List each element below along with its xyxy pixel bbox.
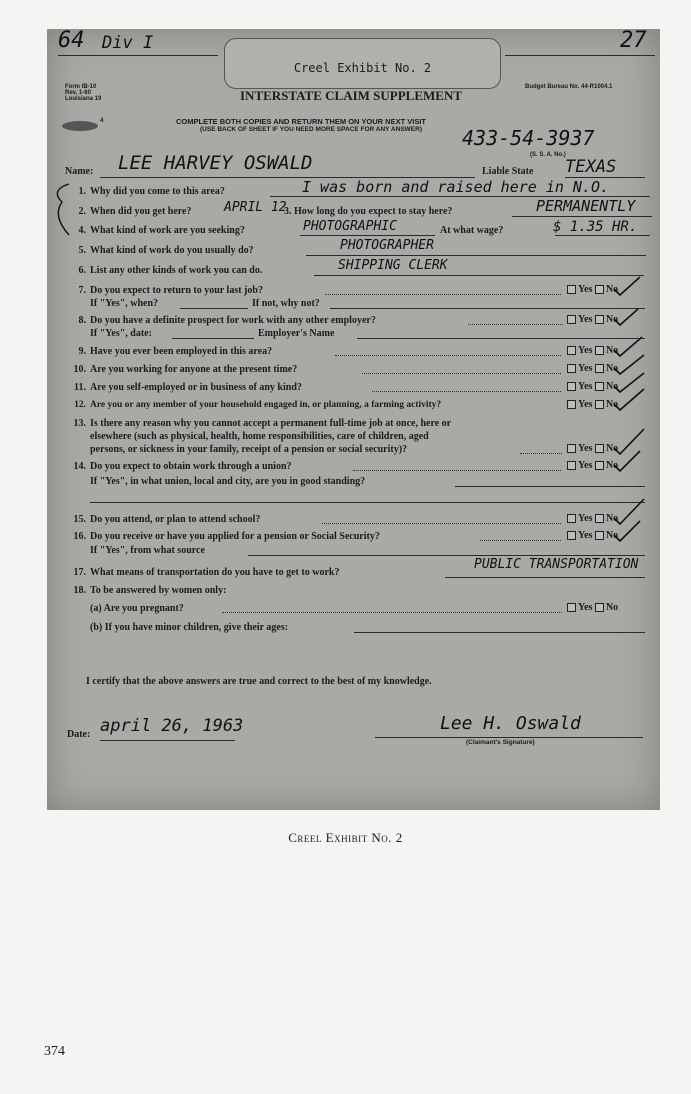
header-rule-left (58, 55, 218, 56)
q7-why-underline (330, 308, 645, 309)
question-10: 10. Are you working for anyone at the present time? (73, 364, 298, 375)
answer-17: PUBLIC TRANSPORTATION (474, 557, 639, 572)
answer-17-underline (445, 577, 645, 578)
margin-bracket-mark (44, 180, 74, 240)
question-17: 17. What means of transportation do you have to get to work? (73, 567, 340, 578)
question-6: 6. List any other kinds of work you can do. (78, 265, 263, 276)
liable-state-value: TEXAS (565, 157, 617, 177)
checkbox-13[interactable]: Yes No (567, 443, 618, 454)
check-mark-16 (614, 521, 640, 541)
q16-source-underline (248, 555, 645, 556)
certification-text: I certify that the above answers are true and correct to the best of my knowledge. (86, 676, 432, 687)
question-4: 4. What kind of work are you seeking? (78, 225, 245, 236)
checkbox-18a[interactable]: Yes No (567, 602, 618, 613)
question-5: 5. What kind of work do you usually do? (78, 245, 254, 256)
instructions-line-2: (USE BACK OF SHEET IF YOU NEED MORE SPACE FOR ANY ANSWER) (200, 126, 422, 133)
form-id: Form IB-10 (65, 84, 97, 90)
liable-state-label: Liable State (482, 166, 534, 177)
instructions-line-1: COMPLETE BOTH COPIES AND RETURN THEM ON YOUR NEXT VISIT (176, 117, 427, 126)
name-label: Name: (65, 166, 94, 177)
question-16-source: If "Yes", from what source (90, 545, 205, 556)
leader-dots-8 (468, 324, 563, 325)
leader-dots-14 (353, 470, 561, 471)
answer-6-underline (314, 275, 644, 276)
checkbox-10[interactable]: Yes No (567, 363, 618, 374)
answer-5: PHOTOGRAPHER (340, 238, 434, 253)
check-mark-14 (614, 451, 640, 471)
question-9: 9. Have you ever been employed in this area? (78, 346, 273, 357)
q14-extra-line (90, 502, 645, 503)
oval-stamp (62, 121, 98, 131)
leader-dots-16 (480, 540, 561, 541)
signature-line (375, 737, 643, 738)
date-label: Date: (67, 729, 91, 740)
check-mark-15 (614, 499, 644, 524)
check-mark-11 (614, 373, 644, 392)
handwritten-division: Div I (102, 33, 154, 53)
q7-when-underline (180, 308, 248, 309)
question-8-date: If "Yes", date: (90, 328, 152, 339)
check-mark-9 (614, 337, 642, 356)
check-mark-7 (614, 277, 640, 295)
question-13: 13. Is there any reason why you cannot accept a permanent full-time job at once, here or (73, 418, 452, 429)
checkbox-8[interactable]: Yes No (567, 314, 618, 325)
checkbox-15[interactable]: Yes No (567, 513, 618, 524)
stamp-number: 4 (100, 118, 104, 124)
question-7-why-not: If not, why not? (252, 298, 320, 309)
wage-underline (555, 235, 650, 236)
question-7-when: If "Yes", when? (90, 298, 159, 309)
form-title: INTERSTATE CLAIM SUPPLEMENT (240, 88, 462, 103)
leader-dots-7 (325, 294, 561, 295)
question-2: 2. When did you get here? (78, 206, 192, 217)
leader-dots-9 (335, 355, 561, 356)
question-15: 15. Do you attend, or plan to attend school? (73, 514, 261, 525)
handwritten-page-number: 64 (58, 28, 85, 53)
checkbox-16[interactable]: Yes No (567, 530, 618, 541)
checkbox-7[interactable]: Yes No (567, 284, 618, 295)
check-mark-8 (614, 309, 638, 325)
answer-3-underline (512, 216, 652, 217)
date-value: april 26, 1963 (100, 716, 244, 736)
ssa-number: 433-54-3937 (462, 126, 595, 150)
question-14: 14. Do you expect to obtain work through a union? (73, 461, 292, 472)
wage-value: $ 1.35 HR. (553, 219, 638, 235)
question-18: 18. To be answered by women only: (73, 585, 227, 596)
checkbox-9[interactable]: Yes No (567, 345, 618, 356)
signature-label: (Claimant's Signature) (466, 739, 535, 746)
header-rule-right (505, 55, 655, 56)
answer-2: APRIL 12 (224, 200, 287, 215)
answer-3: PERMANENTLY (536, 197, 636, 215)
budget-bureau-number: Budget Bureau No. 44-R1004.1 (525, 84, 613, 90)
question-18b: (b) If you have minor children, give their ages: (90, 622, 289, 633)
answer-4: PHOTOGRAPHIC (303, 219, 397, 234)
leader-dots-11 (372, 391, 561, 392)
question-12: 12. Are you or any member of your household engaged in, or planning, a farming activity? (74, 400, 442, 410)
exhibit-caption: Creel Exhibit No. 2 (288, 830, 403, 845)
q8-date-underline (172, 338, 254, 339)
question-8: 8. Do you have a definite prospect for work with any other employer? (78, 315, 376, 326)
question-3: 3. How long do you expect to stay here? (284, 206, 453, 217)
checkbox-12[interactable]: Yes No (567, 399, 618, 410)
claimant-signature: Lee H. Oswald (440, 713, 581, 734)
check-mark-10 (614, 355, 644, 374)
answer-4-underline (300, 235, 435, 236)
question-1: 1. Why did you come to this area? (78, 186, 225, 197)
question-11: 11. Are you self-employed or in business of any kind? (74, 382, 302, 393)
checkbox-11[interactable]: Yes No (567, 381, 618, 392)
checkbox-14[interactable]: Yes No (567, 460, 618, 471)
question-7: 7. Do you expect to return to your last job? (78, 285, 263, 296)
question-13-line-2: elsewhere (such as physical, health, home responsibilities, care of children, aged (90, 431, 429, 442)
check-mark-13 (614, 429, 644, 454)
q18b-underline (354, 632, 645, 633)
answer-5-underline (306, 255, 646, 256)
handwritten-page-ref: 27 (620, 28, 647, 53)
question-14-union: If "Yes", in what union, local and city, are you in good standing? (90, 476, 366, 487)
check-mark-12 (614, 389, 644, 410)
checkmarks-overlay (600, 275, 660, 555)
leader-dots-13 (520, 453, 562, 454)
leader-dots-15 (322, 523, 561, 524)
ssa-label: (S. S. A. No.) (530, 152, 566, 158)
name-value: LEE HARVEY OSWALD (118, 152, 313, 174)
leader-dots-10 (362, 373, 561, 374)
answer-1: I was born and raised here in N.O. (302, 178, 610, 196)
form-state: Louisiana 19 (65, 96, 102, 102)
answer-6: SHIPPING CLERK (338, 258, 448, 273)
question-16: 16. Do you receive or have you applied for a pension or Social Security? (73, 531, 380, 542)
question-13-line-3: persons, or sickness in your family, receipt of a pension or social security)? (90, 444, 408, 455)
exhibit-label: Creel Exhibit No. 2 (293, 61, 432, 75)
leader-dots-18a (222, 612, 562, 613)
form-rev: Rev. 1-60 (65, 90, 91, 96)
question-8-employer: Employer's Name (258, 328, 335, 339)
question-18a: (a) Are you pregnant? (90, 603, 184, 614)
wage-label: At what wage? (440, 225, 504, 236)
date-underline (100, 740, 235, 741)
page-number: 374 (44, 1044, 65, 1059)
